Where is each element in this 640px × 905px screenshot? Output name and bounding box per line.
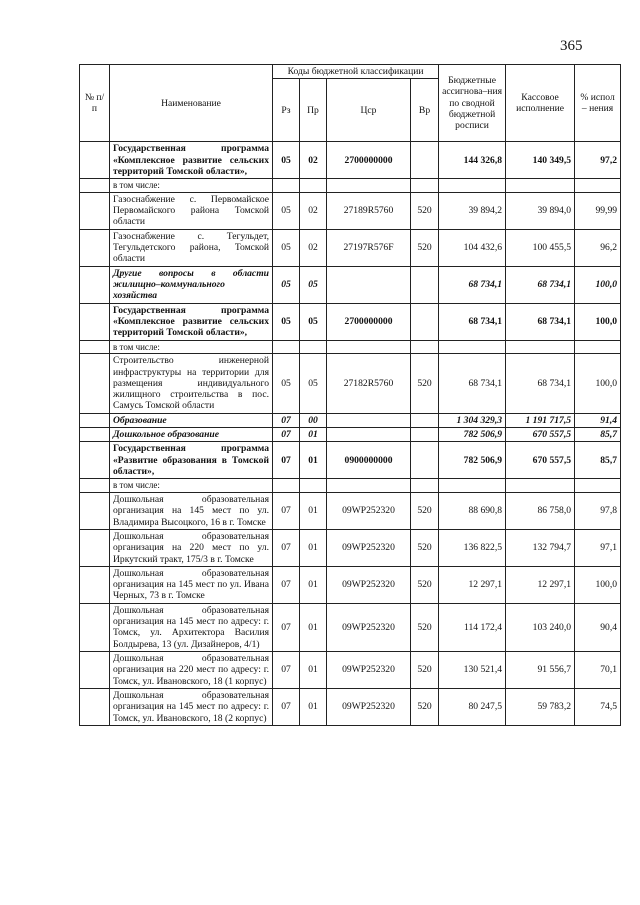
cell-num: [80, 442, 110, 479]
cell-rz: 05: [273, 303, 300, 340]
cell-csr: [327, 479, 411, 493]
cell-pr: 02: [300, 192, 327, 229]
cell-assignments: 68 734,1: [439, 303, 506, 340]
table-row: [80, 340, 621, 354]
table-row: [80, 303, 621, 340]
cell-rz: 05: [273, 266, 300, 303]
cell-vr: 520: [411, 688, 439, 725]
cell-vr: [411, 303, 439, 340]
cell-percent: 97,2: [575, 142, 621, 179]
cell-assignments: [439, 340, 506, 354]
cell-rz: 07: [273, 428, 300, 442]
cell-percent: [575, 479, 621, 493]
cell-vr: [411, 340, 439, 354]
cell-cash: [506, 179, 575, 193]
cell-assignments: 68 734,1: [439, 266, 506, 303]
cell-name: Дошкольная образовательная организация на 145 мест по ул. Ивана Черных, 73 в г. Томске: [110, 566, 273, 603]
table-row: [80, 529, 621, 566]
header-vr: Вр: [411, 79, 439, 142]
cell-percent: 97,1: [575, 529, 621, 566]
cell-pr: 01: [300, 566, 327, 603]
cell-pr: 05: [300, 354, 327, 414]
budget-table: [79, 64, 621, 726]
budget-table-body: [80, 142, 621, 726]
cell-percent: 85,7: [575, 428, 621, 442]
cell-pr: 01: [300, 428, 327, 442]
cell-assignments: 104 432,6: [439, 229, 506, 266]
cell-name: Другие вопросы в области жилищно–коммунального хозяйства: [110, 266, 273, 303]
cell-num: [80, 688, 110, 725]
table-row: [80, 192, 621, 229]
cell-cash: 68 734,1: [506, 354, 575, 414]
cell-cash: 86 758,0: [506, 492, 575, 529]
cell-name: Газоснабжение с. Первомайское Первомайского района Томской области: [110, 192, 273, 229]
cell-cash: 1 191 717,5: [506, 413, 575, 427]
cell-num: [80, 566, 110, 603]
cell-num: [80, 340, 110, 354]
cell-percent: 100,0: [575, 266, 621, 303]
cell-rz: 05: [273, 142, 300, 179]
cell-rz: [273, 479, 300, 493]
cell-csr: 27189R5760: [327, 192, 411, 229]
cell-percent: 74,5: [575, 688, 621, 725]
cell-num: [80, 303, 110, 340]
cell-pr: 01: [300, 442, 327, 479]
cell-rz: 07: [273, 652, 300, 689]
cell-percent: 99,99: [575, 192, 621, 229]
cell-name: в том числе:: [110, 179, 273, 193]
cell-assignments: 80 247,5: [439, 688, 506, 725]
cell-csr: 09WP252320: [327, 603, 411, 651]
cell-rz: [273, 340, 300, 354]
cell-cash: 670 557,5: [506, 428, 575, 442]
cell-cash: 140 349,5: [506, 142, 575, 179]
cell-csr: [327, 179, 411, 193]
cell-pr: 01: [300, 688, 327, 725]
cell-csr: 2700000000: [327, 142, 411, 179]
table-row: [80, 479, 621, 493]
cell-name: Государственная программа «Комплексное развитие сельских территорий Томской области»,: [110, 303, 273, 340]
table-row: [80, 428, 621, 442]
table-row: [80, 688, 621, 725]
cell-cash: 100 455,5: [506, 229, 575, 266]
cell-name: Образование: [110, 413, 273, 427]
cell-vr: 520: [411, 529, 439, 566]
cell-vr: 520: [411, 603, 439, 651]
cell-vr: [411, 413, 439, 427]
page-number: 365: [560, 38, 583, 54]
cell-vr: [411, 179, 439, 193]
table-row: [80, 603, 621, 651]
header-num: № п/п: [80, 65, 110, 142]
table-row: [80, 354, 621, 414]
cell-num: [80, 492, 110, 529]
cell-pr: 01: [300, 652, 327, 689]
cell-csr: 2700000000: [327, 303, 411, 340]
cell-percent: 100,0: [575, 566, 621, 603]
cell-assignments: [439, 179, 506, 193]
cell-assignments: 144 326,8: [439, 142, 506, 179]
cell-num: [80, 266, 110, 303]
header-percent: % испол – нения: [575, 65, 621, 142]
cell-percent: 70,1: [575, 652, 621, 689]
cell-cash: 91 556,7: [506, 652, 575, 689]
cell-pr: 05: [300, 266, 327, 303]
cell-csr: 09WP252320: [327, 688, 411, 725]
cell-rz: 05: [273, 229, 300, 266]
table-row: [80, 566, 621, 603]
cell-assignments: 130 521,4: [439, 652, 506, 689]
cell-vr: [411, 266, 439, 303]
cell-pr: 02: [300, 229, 327, 266]
cell-num: [80, 652, 110, 689]
cell-rz: 07: [273, 413, 300, 427]
cell-pr: 01: [300, 492, 327, 529]
cell-assignments: 782 506,9: [439, 442, 506, 479]
cell-num: [80, 428, 110, 442]
cell-vr: 520: [411, 492, 439, 529]
cell-cash: 132 794,7: [506, 529, 575, 566]
cell-name: Государственная программа «Развитие образования в Томской области»,: [110, 442, 273, 479]
cell-vr: [411, 428, 439, 442]
cell-vr: 520: [411, 192, 439, 229]
cell-csr: 0900000000: [327, 442, 411, 479]
cell-vr: 520: [411, 229, 439, 266]
cell-name: в том числе:: [110, 340, 273, 354]
cell-vr: 520: [411, 566, 439, 603]
table-row: [80, 179, 621, 193]
cell-csr: [327, 340, 411, 354]
cell-csr: 27182R5760: [327, 354, 411, 414]
cell-percent: 90,4: [575, 603, 621, 651]
cell-rz: 07: [273, 529, 300, 566]
cell-assignments: 88 690,8: [439, 492, 506, 529]
cell-cash: [506, 479, 575, 493]
cell-csr: [327, 266, 411, 303]
cell-csr: 09WP252320: [327, 529, 411, 566]
cell-csr: 27197R576F: [327, 229, 411, 266]
cell-num: [80, 529, 110, 566]
cell-num: [80, 229, 110, 266]
cell-rz: 07: [273, 566, 300, 603]
header-cash: Кассовое исполнение: [506, 65, 575, 142]
cell-csr: 09WP252320: [327, 652, 411, 689]
table-row: [80, 492, 621, 529]
cell-name: Дошкольная образовательная организация на 145 мест по ул. Владимира Высоцкого, 16 в г. Томске: [110, 492, 273, 529]
cell-csr: [327, 413, 411, 427]
cell-vr: [411, 442, 439, 479]
cell-rz: 07: [273, 492, 300, 529]
cell-csr: 09WP252320: [327, 566, 411, 603]
cell-name: Государственная программа «Комплексное развитие сельских территорий Томской области»,: [110, 142, 273, 179]
cell-percent: [575, 340, 621, 354]
cell-vr: [411, 479, 439, 493]
cell-percent: 100,0: [575, 303, 621, 340]
table-row: [80, 442, 621, 479]
cell-assignments: 114 172,4: [439, 603, 506, 651]
header-codes-group: Коды бюджетной классификации: [273, 65, 439, 79]
cell-num: [80, 179, 110, 193]
cell-num: [80, 354, 110, 414]
cell-percent: 96,2: [575, 229, 621, 266]
cell-name: Строительство инженерной инфраструктуры на территории для размещения индивидуального жилищного строительства в пос. Самусь Томской области: [110, 354, 273, 414]
cell-assignments: 68 734,1: [439, 354, 506, 414]
cell-vr: [411, 142, 439, 179]
header-name: Наименование: [110, 65, 273, 142]
cell-pr: 05: [300, 303, 327, 340]
cell-cash: 68 734,1: [506, 266, 575, 303]
header-assignments: Бюджетные ассигнова–ния по сводной бюджетной росписи: [439, 65, 506, 142]
cell-csr: [327, 428, 411, 442]
cell-percent: 91,4: [575, 413, 621, 427]
cell-cash: 59 783,2: [506, 688, 575, 725]
cell-percent: [575, 179, 621, 193]
cell-rz: 07: [273, 688, 300, 725]
cell-rz: 07: [273, 603, 300, 651]
cell-cash: [506, 340, 575, 354]
table-row: [80, 142, 621, 179]
cell-name: в том числе:: [110, 479, 273, 493]
table-row: [80, 266, 621, 303]
cell-cash: 12 297,1: [506, 566, 575, 603]
cell-rz: 05: [273, 354, 300, 414]
cell-assignments: 136 822,5: [439, 529, 506, 566]
cell-name: Дошкольное образование: [110, 428, 273, 442]
cell-name: Дошкольная образовательная организация на 220 мест по адресу: г. Томск, ул. Ивановского, 18 (1 корпус): [110, 652, 273, 689]
cell-assignments: 12 297,1: [439, 566, 506, 603]
cell-name: Дошкольная образовательная организация на 145 мест по адресу: г. Томск, ул. Архитектора Василия Болдырева, 13 (ул. Дизайнеров, 4/1): [110, 603, 273, 651]
cell-name: Дошкольная образовательная организация на 220 мест по ул. Иркутский тракт, 175/3 в г. Томске: [110, 529, 273, 566]
cell-assignments: [439, 479, 506, 493]
cell-rz: [273, 179, 300, 193]
header-pr: Пр: [300, 79, 327, 142]
table-row: [80, 413, 621, 427]
cell-num: [80, 479, 110, 493]
cell-cash: 670 557,5: [506, 442, 575, 479]
cell-num: [80, 413, 110, 427]
cell-assignments: 1 304 329,3: [439, 413, 506, 427]
cell-pr: [300, 340, 327, 354]
cell-pr: [300, 179, 327, 193]
table-row: [80, 652, 621, 689]
cell-cash: 68 734,1: [506, 303, 575, 340]
cell-csr: 09WP252320: [327, 492, 411, 529]
cell-vr: 520: [411, 354, 439, 414]
cell-percent: 100,0: [575, 354, 621, 414]
cell-name: Газоснабжение с. Тегульдет, Тегульдетского района, Томской области: [110, 229, 273, 266]
cell-num: [80, 192, 110, 229]
cell-num: [80, 603, 110, 651]
cell-cash: 39 894,0: [506, 192, 575, 229]
cell-cash: 103 240,0: [506, 603, 575, 651]
table-row: [80, 229, 621, 266]
cell-pr: [300, 479, 327, 493]
cell-rz: 05: [273, 192, 300, 229]
cell-rz: 07: [273, 442, 300, 479]
cell-name: Дошкольная образовательная организация на 145 мест по адресу: г. Томск, ул. Ивановского, 18 (2 корпус): [110, 688, 273, 725]
cell-assignments: 782 506,9: [439, 428, 506, 442]
cell-percent: 97,8: [575, 492, 621, 529]
header-csr: Цср: [327, 79, 411, 142]
cell-vr: 520: [411, 652, 439, 689]
cell-percent: 85,7: [575, 442, 621, 479]
cell-num: [80, 142, 110, 179]
cell-pr: 02: [300, 142, 327, 179]
header-rz: Рз: [273, 79, 300, 142]
cell-pr: 00: [300, 413, 327, 427]
cell-pr: 01: [300, 603, 327, 651]
cell-pr: 01: [300, 529, 327, 566]
cell-assignments: 39 894,2: [439, 192, 506, 229]
